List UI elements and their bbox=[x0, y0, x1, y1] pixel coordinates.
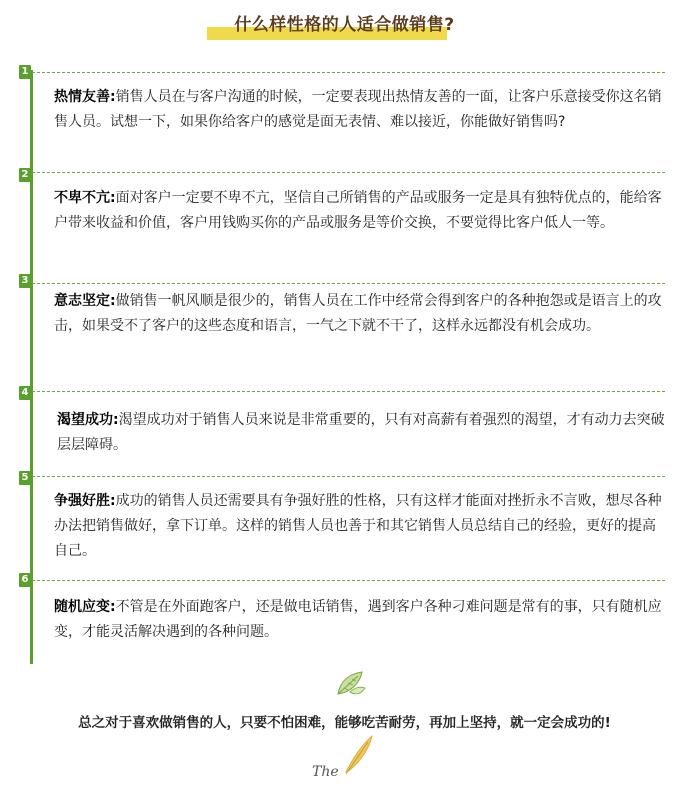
section-body: 渴望成功对于销售人员来说是非常重要的，只有对高薪有着强烈的渴望，才有动力去突破层层障碍。 bbox=[57, 412, 665, 453]
section-paragraph bbox=[54, 289, 666, 339]
section-paragraph bbox=[57, 408, 669, 458]
section-divider bbox=[27, 172, 665, 173]
section-divider bbox=[27, 580, 665, 581]
section-term: 不卑不亢: bbox=[54, 190, 116, 206]
section-term: 随机应变: bbox=[54, 599, 116, 615]
section-divider bbox=[27, 391, 665, 392]
section-divider bbox=[27, 283, 665, 284]
summary-text: 总之对于喜欢做销售的人，只要不怕困难，能够吃苦耐劳，再加上坚持，就一定会成功的! bbox=[78, 715, 611, 731]
section-paragraph bbox=[54, 489, 666, 564]
section-body: 不管是在外面跑客户，还是做电话销售，遇到客户各种刁难问题是常有的事，只有随机应变，才能灵活解决遇到的各种问题。 bbox=[54, 599, 662, 640]
section-paragraph bbox=[54, 595, 666, 645]
section-term: 意志坚定: bbox=[54, 293, 116, 309]
section-divider bbox=[27, 476, 665, 477]
section-term: 渴望成功: bbox=[57, 412, 119, 428]
leaf-icon bbox=[334, 668, 368, 698]
signature-text: The bbox=[312, 764, 339, 780]
section-term: 热情友善: bbox=[54, 89, 116, 105]
section-term: 争强好胜: bbox=[54, 493, 116, 509]
section-body: 面对客户一定要不卑不亢，坚信自己所销售的产品或服务一定是具有独特优点的，能给客户带来收益和价值，客户用钱购买你的产品或服务是等价交换，不要觉得比客户低人一等。 bbox=[54, 190, 662, 231]
section-body: 做销售一帆风顺是很少的，销售人员在工作中经常会得到客户的各种抱怨或是语言上的攻击，如果受不了客户的这些态度和语言，一气之下就不干了，这样永远都没有机会成功。 bbox=[54, 293, 662, 334]
section-number: 5 bbox=[19, 471, 31, 485]
page-title: 什么样性格的人适合做销售? bbox=[234, 15, 455, 35]
section-paragraph bbox=[54, 186, 666, 236]
section-body: 销售人员在与客户沟通的时候，一定要表现出热情友善的一面，让客户乐意接受你这名销售人员。试想一下，如果你给客户的感觉是面无表情、难以接近，你能做好销售吗? bbox=[54, 89, 662, 130]
section-divider bbox=[27, 72, 665, 73]
section-number: 1 bbox=[19, 65, 31, 79]
section-number: 4 bbox=[19, 386, 31, 400]
section-body: 成功的销售人员还需要具有争强好胜的性格，只有这样才能面对挫折永不言败，想尽各种办法把销售做好，拿下订单。这样的销售人员也善于和其它销售人员总结自己的经验，更好的提高自己。 bbox=[54, 493, 662, 559]
feather-pen-icon bbox=[308, 732, 378, 782]
section-number: 2 bbox=[19, 168, 31, 182]
section-number: 6 bbox=[19, 573, 31, 587]
section-paragraph bbox=[54, 85, 666, 135]
section-number: 3 bbox=[19, 274, 31, 288]
page-header bbox=[0, 10, 689, 40]
